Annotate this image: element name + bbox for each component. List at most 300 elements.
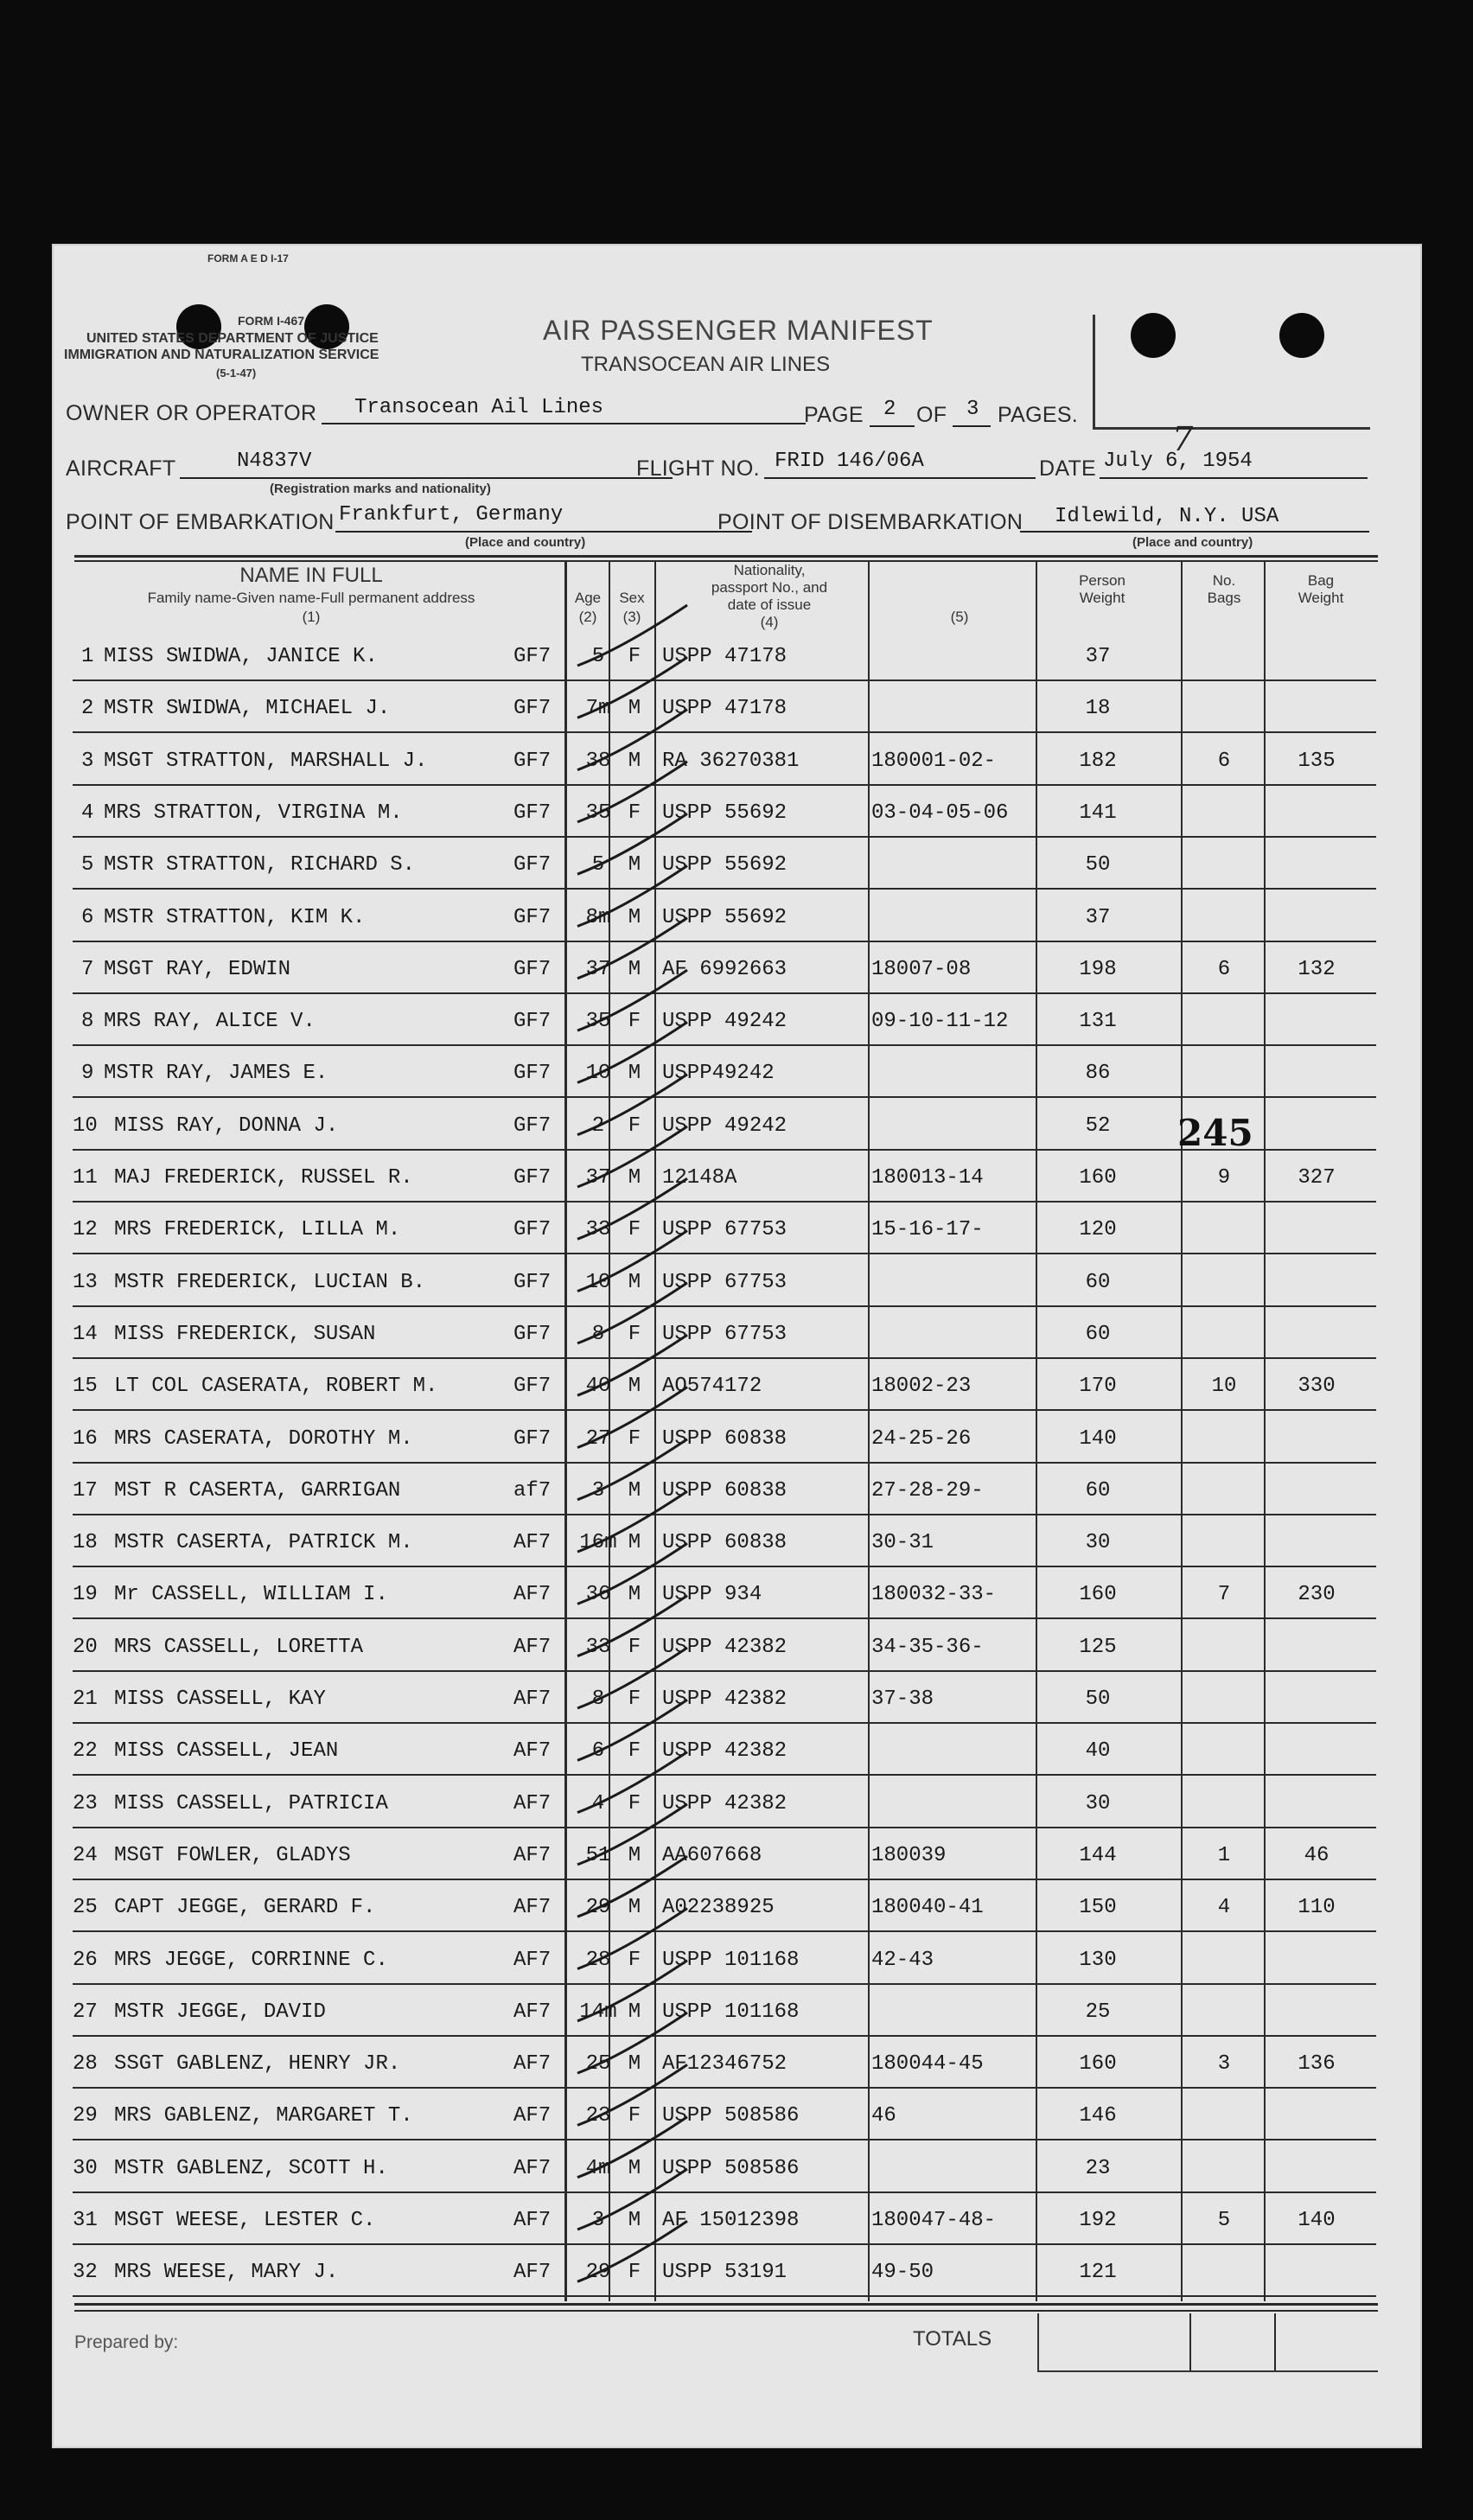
person-weight: 141 bbox=[1079, 801, 1117, 825]
address-code: GF7 bbox=[513, 1010, 552, 1034]
ticket-number: 180039 bbox=[871, 1843, 947, 1867]
bag-weight: 230 bbox=[1298, 1583, 1336, 1607]
address-code: AF7 bbox=[513, 1635, 552, 1659]
passenger-age: 5 bbox=[591, 645, 605, 668]
check-mark bbox=[577, 657, 687, 718]
address-code: GF7 bbox=[513, 853, 552, 877]
passport-number: AO574172 bbox=[662, 1375, 762, 1399]
address-code: AF7 bbox=[513, 1739, 552, 1764]
check-mark bbox=[577, 1231, 687, 1292]
passenger-age: 8 bbox=[591, 1322, 605, 1346]
passenger-sex: M bbox=[628, 1270, 641, 1294]
of-label: OF bbox=[916, 403, 947, 427]
passenger-name: MSGT STRATTON, MARSHALL J. bbox=[104, 749, 428, 773]
person-weight: 30 bbox=[1085, 1531, 1111, 1555]
row-number: 10 bbox=[73, 1113, 98, 1138]
passenger-age: 25 bbox=[585, 2052, 611, 2077]
passenger-sex: M bbox=[628, 1375, 641, 1399]
passenger-sex: M bbox=[628, 2000, 641, 2024]
passenger-name: MISS SWIDWA, JANICE K. bbox=[104, 645, 378, 668]
passport-number: USPP 67753 bbox=[662, 1322, 788, 1346]
row-number: 14 bbox=[73, 1322, 98, 1346]
check-mark bbox=[577, 2169, 687, 2230]
bag-weight: 132 bbox=[1298, 957, 1336, 981]
bag-weight: 46 bbox=[1304, 1843, 1330, 1867]
address-code: GF7 bbox=[513, 957, 552, 981]
check-mark bbox=[577, 1178, 687, 1239]
ticket-number: 24-25-26 bbox=[871, 1426, 972, 1451]
passenger-sex: M bbox=[628, 749, 641, 773]
passenger-age: 8m bbox=[585, 905, 611, 929]
check-mark bbox=[577, 813, 687, 874]
form-number: FORM I-467 bbox=[238, 314, 305, 328]
person-weight: 120 bbox=[1079, 1218, 1117, 1242]
passenger-name: MSGT WEESE, LESTER C. bbox=[114, 2209, 376, 2232]
passenger-sex: F bbox=[628, 801, 641, 825]
person-weight: 160 bbox=[1079, 1166, 1117, 1190]
passenger-name: MSTR JEGGE, DAVID bbox=[114, 2000, 326, 2024]
person-weight: 60 bbox=[1085, 1322, 1111, 1346]
check-mark bbox=[577, 866, 687, 927]
passenger-name: LT COL CASERATA, ROBERT M. bbox=[114, 1375, 438, 1399]
passenger-sex: M bbox=[628, 1166, 641, 1190]
address-code: AF7 bbox=[513, 2052, 552, 2077]
col-bags-1: No. bbox=[1212, 572, 1236, 589]
check-mark bbox=[577, 1648, 687, 1708]
passport-number: USPP 49242 bbox=[662, 1010, 788, 1034]
passenger-age: 10 bbox=[585, 1270, 611, 1294]
ticket-number: 180032-33- bbox=[871, 1583, 997, 1607]
bag-count: 10 bbox=[1211, 1375, 1237, 1399]
bag-weight: 110 bbox=[1298, 1896, 1336, 1920]
passenger-age: 14m bbox=[579, 2000, 617, 2024]
passenger-age: 6 bbox=[591, 1739, 605, 1764]
passenger-name: MRS STRATTON, VIRGINA M. bbox=[104, 801, 403, 825]
bag-weight: 327 bbox=[1298, 1166, 1336, 1190]
person-weight: 40 bbox=[1085, 1739, 1111, 1764]
passenger-age: 5 bbox=[591, 853, 605, 877]
passenger-age: 27 bbox=[585, 1426, 611, 1451]
totals-divider bbox=[1274, 2313, 1276, 2370]
passenger-name: MRS JEGGE, CORRINNE C. bbox=[114, 1948, 388, 1972]
passenger-sex: F bbox=[628, 1322, 641, 1346]
col-weight-2: Weight bbox=[1079, 590, 1125, 606]
address-code: AF7 bbox=[513, 1687, 552, 1711]
check-mark bbox=[577, 1752, 687, 1813]
check-mark bbox=[577, 1335, 687, 1395]
col-name-sub: Family name-Given name-Full permanent address bbox=[147, 590, 475, 606]
passenger-name: Mr CASSELL, WILLIAM I. bbox=[114, 1583, 388, 1607]
passenger-name: CAPT JEGGE, GERARD F. bbox=[114, 1896, 376, 1920]
owner-value: Transocean Ail Lines bbox=[354, 396, 604, 419]
passenger-sex: F bbox=[628, 1010, 641, 1034]
passport-number: USPP 934 bbox=[662, 1583, 762, 1607]
person-weight: 86 bbox=[1085, 1062, 1111, 1086]
disembarkation-value: Idlewild, N.Y. USA bbox=[1055, 505, 1279, 528]
flight-value: FRID 146/06A bbox=[775, 450, 924, 473]
owner-label: OWNER OR OPERATOR bbox=[66, 401, 317, 425]
check-mark bbox=[577, 1804, 687, 1865]
passenger-sex: F bbox=[628, 1948, 641, 1972]
col-weight-1: Person bbox=[1079, 572, 1125, 589]
passenger-age: 8 bbox=[591, 1687, 605, 1711]
row-number: 12 bbox=[73, 1218, 98, 1242]
embarkation-label: POINT OF EMBARKATION bbox=[66, 510, 335, 534]
passenger-name: MSTR FREDERICK, LUCIAN B. bbox=[114, 1270, 426, 1294]
row-number: 13 bbox=[73, 1270, 98, 1294]
col-nationality-2: passport No., and bbox=[711, 579, 828, 596]
ticket-number: 180001-02- bbox=[871, 749, 997, 773]
ticket-number: 180040-41 bbox=[871, 1896, 984, 1920]
passenger-name: MRS CASERATA, DOROTHY M. bbox=[114, 1426, 413, 1451]
totals-box bbox=[1037, 2313, 1378, 2372]
totals-divider bbox=[1189, 2313, 1191, 2370]
row-number: 22 bbox=[73, 1739, 98, 1764]
passenger-age: 4 bbox=[591, 1791, 605, 1815]
row-number: 21 bbox=[73, 1687, 98, 1711]
person-weight: 170 bbox=[1079, 1375, 1117, 1399]
passenger-age: 37 bbox=[585, 957, 611, 981]
passenger-age: 23 bbox=[585, 2104, 611, 2128]
passport-number: USPP 55692 bbox=[662, 905, 788, 929]
passenger-name: MSGT RAY, EDWIN bbox=[104, 957, 291, 981]
passport-number: USPP 49242 bbox=[662, 1113, 788, 1138]
passport-number: 12148A bbox=[662, 1166, 737, 1190]
passenger-age: 16m bbox=[579, 1531, 617, 1555]
passenger-sex: F bbox=[628, 645, 641, 668]
passenger-sex: F bbox=[628, 1218, 641, 1242]
col-bag-weight-1: Bag bbox=[1307, 572, 1335, 589]
person-weight: 192 bbox=[1079, 2209, 1117, 2232]
person-weight: 146 bbox=[1079, 2104, 1117, 2128]
embarkation-note: (Place and country) bbox=[465, 535, 586, 550]
flight-label: FLIGHT NO. bbox=[636, 456, 760, 481]
of-value: 3 bbox=[966, 398, 979, 421]
person-weight: 60 bbox=[1085, 1270, 1111, 1294]
passenger-name: MRS CASSELL, LORETTA bbox=[114, 1635, 364, 1659]
check-mark bbox=[577, 1075, 687, 1135]
check-mark bbox=[577, 970, 687, 1030]
person-weight: 30 bbox=[1085, 1791, 1111, 1815]
check-mark bbox=[577, 1596, 687, 1656]
disembarkation-label: POINT OF DISEMBARKATION bbox=[717, 510, 1023, 534]
bag-count: 9 bbox=[1217, 1166, 1231, 1190]
passport-number: USPP 55692 bbox=[662, 853, 788, 877]
address-code: GF7 bbox=[513, 1218, 552, 1242]
embarkation-value: Frankfurt, Germany bbox=[339, 503, 564, 526]
check-mark bbox=[577, 1961, 687, 2021]
check-mark bbox=[577, 1543, 687, 1604]
date-label: DATE bbox=[1039, 456, 1097, 481]
check-mark bbox=[577, 1909, 687, 1969]
manifest-sheet bbox=[52, 244, 1422, 2448]
passenger-age: 3 bbox=[591, 1478, 605, 1502]
passport-number: USPP 101168 bbox=[662, 1948, 800, 1972]
passenger-age: 28 bbox=[585, 1948, 611, 1972]
form-top-number: FORM A E D I-17 bbox=[207, 252, 289, 265]
person-weight: 198 bbox=[1079, 957, 1117, 981]
passenger-name: MISS CASSELL, KAY bbox=[114, 1687, 326, 1711]
passenger-sex: F bbox=[628, 1791, 641, 1815]
row-number: 24 bbox=[73, 1843, 98, 1867]
passport-number: USPP49242 bbox=[662, 1062, 775, 1086]
address-code: AF7 bbox=[513, 1583, 552, 1607]
passenger-sex: M bbox=[628, 1843, 641, 1867]
row-number: 6 bbox=[81, 905, 94, 929]
address-code: GF7 bbox=[513, 1322, 552, 1346]
passenger-age: 35 bbox=[585, 1010, 611, 1034]
footer-rule bbox=[74, 2310, 1378, 2312]
col-nationality-1: Nationality, bbox=[733, 562, 806, 578]
passenger-name: SSGT GABLENZ, HENRY JR. bbox=[114, 2052, 401, 2077]
passenger-sex: M bbox=[628, 1062, 641, 1086]
address-code: AF7 bbox=[513, 1531, 552, 1555]
ticket-number: 09-10-11-12 bbox=[871, 1010, 1009, 1034]
passport-number: USPP 55692 bbox=[662, 801, 788, 825]
person-weight: 37 bbox=[1085, 905, 1111, 929]
agency-line-1: UNITED STATES DEPARTMENT OF JUSTICE bbox=[86, 331, 379, 346]
address-code: GF7 bbox=[513, 697, 552, 721]
person-weight: 23 bbox=[1085, 2156, 1111, 2180]
row-number: 27 bbox=[73, 2000, 98, 2024]
address-code: GF7 bbox=[513, 905, 552, 929]
check-mark bbox=[577, 762, 687, 822]
row-number: 31 bbox=[73, 2209, 98, 2232]
check-marks bbox=[52, 244, 1422, 2448]
ticket-number: 34-35-36- bbox=[871, 1635, 984, 1659]
person-weight: 125 bbox=[1079, 1635, 1117, 1659]
ticket-number: 30-31 bbox=[871, 1531, 934, 1555]
person-weight: 182 bbox=[1079, 749, 1117, 773]
ticket-number: 15-16-17- bbox=[871, 1218, 984, 1242]
passport-number: A02238925 bbox=[662, 1896, 775, 1920]
bag-count: 4 bbox=[1217, 1896, 1231, 1920]
check-mark bbox=[577, 2013, 687, 2073]
address-code: AF7 bbox=[513, 2209, 552, 2232]
row-number: 29 bbox=[73, 2104, 98, 2128]
passport-number: AF 6992663 bbox=[662, 957, 788, 981]
passport-number: USPP 508586 bbox=[662, 2156, 800, 2180]
bag-weight: 135 bbox=[1298, 749, 1336, 773]
passenger-sex: M bbox=[628, 957, 641, 981]
passport-number: USPP 60838 bbox=[662, 1426, 788, 1451]
passenger-age: 40 bbox=[585, 1375, 611, 1399]
passenger-sex: M bbox=[628, 1896, 641, 1920]
page-value: 2 bbox=[883, 398, 896, 421]
address-code: AF7 bbox=[513, 1843, 552, 1867]
col-nationality-3: date of issue bbox=[727, 597, 812, 613]
row-number: 11 bbox=[73, 1166, 98, 1190]
handwritten-bag-count: 245 bbox=[1177, 1112, 1253, 1154]
passenger-name: MRS GABLENZ, MARGARET T. bbox=[114, 2104, 413, 2128]
ticket-number: 18002-23 bbox=[871, 1375, 972, 1399]
bag-count: 6 bbox=[1217, 749, 1231, 773]
airline-subtitle: TRANSOCEAN AIR LINES bbox=[581, 353, 831, 376]
passport-number: USPP 508586 bbox=[662, 2104, 800, 2128]
passenger-sex: F bbox=[628, 1739, 641, 1764]
col-age-num: (2) bbox=[578, 609, 597, 625]
person-weight: 50 bbox=[1085, 853, 1111, 877]
passenger-age: 33 bbox=[585, 1635, 611, 1659]
passenger-age: 51 bbox=[585, 1843, 611, 1867]
passenger-sex: M bbox=[628, 697, 641, 721]
passenger-age: 29 bbox=[585, 1896, 611, 1920]
address-code: GF7 bbox=[513, 749, 552, 773]
passenger-sex: M bbox=[628, 1478, 641, 1502]
passport-number: USPP 60838 bbox=[662, 1478, 788, 1502]
check-mark bbox=[577, 1022, 687, 1082]
row-number: 30 bbox=[73, 2156, 98, 2180]
row-number: 25 bbox=[73, 1896, 98, 1920]
bag-count: 5 bbox=[1217, 2209, 1231, 2232]
person-weight: 140 bbox=[1079, 1426, 1117, 1451]
row-number: 28 bbox=[73, 2052, 98, 2077]
person-weight: 52 bbox=[1085, 1113, 1111, 1138]
row-number: 32 bbox=[73, 2261, 98, 2285]
row-number: 19 bbox=[73, 1583, 98, 1607]
person-weight: 150 bbox=[1079, 1896, 1117, 1920]
ticket-number: 03-04-05-06 bbox=[871, 801, 1009, 825]
bag-count: 7 bbox=[1217, 1583, 1231, 1607]
col-age: Age bbox=[574, 590, 602, 606]
ticket-number: 42-43 bbox=[871, 1948, 934, 1972]
row-number: 7 bbox=[81, 957, 94, 981]
passport-number: USPP 53191 bbox=[662, 2261, 788, 2285]
passenger-name: MISS FREDERICK, SUSAN bbox=[114, 1322, 376, 1346]
passport-number: USPP 47178 bbox=[662, 645, 788, 668]
passenger-sex: M bbox=[628, 905, 641, 929]
check-mark bbox=[577, 1283, 687, 1343]
row-number: 3 bbox=[81, 749, 94, 773]
check-mark bbox=[577, 1439, 687, 1500]
passport-number: USPP 101168 bbox=[662, 2000, 800, 2024]
col-bags-2: Bags bbox=[1207, 590, 1241, 606]
address-code: AF7 bbox=[513, 2104, 552, 2128]
passenger-sex: F bbox=[628, 1426, 641, 1451]
check-mark bbox=[577, 2117, 687, 2178]
person-weight: 160 bbox=[1079, 2052, 1117, 2077]
ticket-number: 49-50 bbox=[871, 2261, 934, 2285]
col-nationality-num: (4) bbox=[760, 614, 779, 630]
ticket-number: 180013-14 bbox=[871, 1166, 984, 1190]
col-name-num: (1) bbox=[302, 609, 321, 625]
passenger-age: 37 bbox=[585, 1166, 611, 1190]
ticket-number: 180044-45 bbox=[871, 2052, 984, 2077]
row-number: 23 bbox=[73, 1791, 98, 1815]
passenger-age: 35 bbox=[585, 801, 611, 825]
row-number: 15 bbox=[73, 1375, 98, 1399]
passenger-name: MRS WEESE, MARY J. bbox=[114, 2261, 339, 2285]
passenger-name: MISS CASSELL, PATRICIA bbox=[114, 1791, 388, 1815]
passenger-name: MISS CASSELL, JEAN bbox=[114, 1739, 339, 1764]
passenger-name: MRS FREDERICK, LILLA M. bbox=[114, 1218, 401, 1242]
check-mark bbox=[577, 710, 687, 770]
passenger-age: 33 bbox=[585, 1218, 611, 1242]
totals-label: TOTALS bbox=[913, 2327, 992, 2351]
passport-number: AA607668 bbox=[662, 1843, 762, 1867]
page-label: PAGE bbox=[804, 403, 864, 427]
passport-number: USPP 42382 bbox=[662, 1687, 788, 1711]
col-bag-weight-2: Weight bbox=[1298, 590, 1344, 606]
row-number: 17 bbox=[73, 1478, 98, 1502]
passenger-sex: M bbox=[628, 2052, 641, 2077]
passenger-name: MST R CASERTA, GARRIGAN bbox=[114, 1478, 401, 1502]
row-number: 16 bbox=[73, 1426, 98, 1451]
ticket-number: 27-28-29- bbox=[871, 1478, 984, 1502]
ticket-number: 46 bbox=[871, 2104, 896, 2128]
passenger-sex: F bbox=[628, 1687, 641, 1711]
address-code: AF7 bbox=[513, 2156, 552, 2180]
person-weight: 144 bbox=[1079, 1843, 1117, 1867]
row-number: 1 bbox=[81, 645, 94, 668]
passport-number: USPP 42382 bbox=[662, 1739, 788, 1764]
row-number: 9 bbox=[81, 1062, 94, 1086]
address-code: AF7 bbox=[513, 1791, 552, 1815]
address-code: GF7 bbox=[513, 1270, 552, 1294]
address-code: AF7 bbox=[513, 2000, 552, 2024]
check-mark bbox=[577, 1388, 687, 1448]
row-number: 2 bbox=[81, 697, 94, 721]
address-code: AF7 bbox=[513, 2261, 552, 2285]
address-code: GF7 bbox=[513, 801, 552, 825]
date-correction: 7 bbox=[1172, 420, 1194, 458]
passenger-sex: F bbox=[628, 1635, 641, 1659]
col-name-title: NAME IN FULL bbox=[239, 564, 383, 587]
check-mark bbox=[577, 2221, 687, 2281]
passenger-name: MSTR STRATTON, KIM K. bbox=[104, 905, 366, 929]
person-weight: 37 bbox=[1085, 645, 1111, 668]
aircraft-value: N4837V bbox=[237, 450, 312, 473]
passenger-age: 2 bbox=[591, 1113, 605, 1138]
person-weight: 121 bbox=[1079, 2261, 1117, 2285]
row-number: 4 bbox=[81, 801, 94, 825]
aircraft-label: AIRCRAFT bbox=[66, 456, 176, 481]
passenger-sex: M bbox=[628, 1583, 641, 1607]
passport-number: USPP 60838 bbox=[662, 1531, 788, 1555]
aircraft-note: (Registration marks and nationality) bbox=[270, 482, 491, 496]
address-code: AF7 bbox=[513, 1948, 552, 1972]
address-code: GF7 bbox=[513, 1375, 552, 1399]
passenger-sex: F bbox=[628, 1113, 641, 1138]
bag-count: 6 bbox=[1217, 957, 1231, 981]
person-weight: 60 bbox=[1085, 1478, 1111, 1502]
address-code: GF7 bbox=[513, 645, 552, 668]
bag-weight: 140 bbox=[1298, 2209, 1336, 2232]
passenger-age: 3 bbox=[591, 2209, 605, 2232]
passenger-sex: M bbox=[628, 1531, 641, 1555]
bag-count: 1 bbox=[1217, 1843, 1231, 1867]
agency-date: (5-1-47) bbox=[216, 367, 257, 380]
row-number: 26 bbox=[73, 1948, 98, 1972]
disembarkation-note: (Place and country) bbox=[1132, 535, 1253, 550]
prepared-by-label: Prepared by: bbox=[74, 2332, 179, 2352]
person-weight: 160 bbox=[1079, 1583, 1117, 1607]
passenger-age: 10 bbox=[585, 1062, 611, 1086]
check-mark bbox=[577, 605, 687, 666]
passenger-name: MSTR STRATTON, RICHARD S. bbox=[104, 853, 416, 877]
manifest-title: AIR PASSENGER MANIFEST bbox=[543, 315, 934, 346]
person-weight: 130 bbox=[1079, 1948, 1117, 1972]
address-code: af7 bbox=[513, 1478, 552, 1502]
check-mark bbox=[577, 918, 687, 979]
address-code: AF7 bbox=[513, 1896, 552, 1920]
check-mark bbox=[577, 1491, 687, 1552]
col-sex-num: (3) bbox=[622, 609, 641, 625]
bag-weight: 330 bbox=[1298, 1375, 1336, 1399]
row-number: 18 bbox=[73, 1531, 98, 1555]
check-mark bbox=[577, 2064, 687, 2125]
ticket-number: 180047-48- bbox=[871, 2209, 997, 2232]
